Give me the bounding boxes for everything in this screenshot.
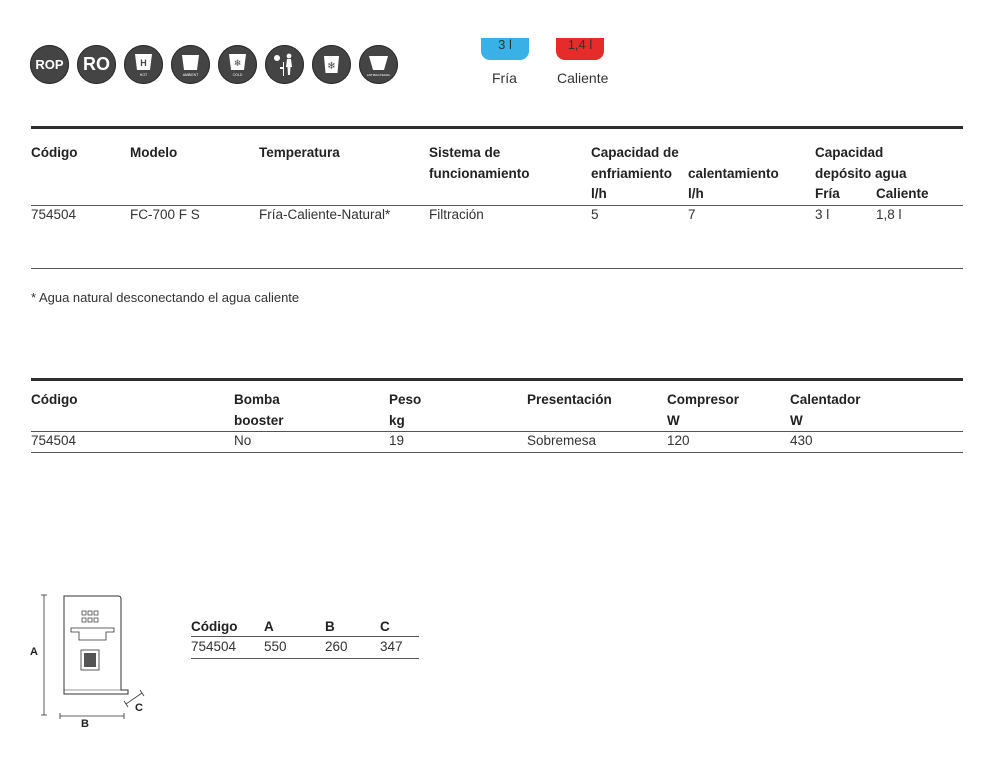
hot-water-icon bbox=[124, 45, 163, 84]
hot-tank-label: Caliente bbox=[557, 70, 609, 86]
t1-cell-temperatura: Fría-Caliente-Natural* bbox=[259, 207, 391, 222]
t1-cell-fria: 3 l bbox=[815, 207, 830, 222]
cold-water-icon bbox=[218, 45, 257, 84]
svg-text:COLD: COLD bbox=[232, 73, 243, 77]
t1-header-sistema-1: Sistema de bbox=[429, 145, 501, 160]
t1-header-lh-1: l/h bbox=[591, 186, 607, 201]
t2-header-bomba-1: Bomba bbox=[234, 392, 280, 407]
hot-tank-value: 1,4 l bbox=[567, 37, 593, 52]
t1-cell-enfriamiento: 5 bbox=[591, 207, 599, 222]
t1-cell-modelo: FC-700 F S bbox=[130, 207, 200, 222]
antibacterial-icon bbox=[359, 45, 398, 84]
t3-header-c: C bbox=[380, 619, 390, 634]
hot-tank-indicator bbox=[556, 38, 604, 60]
t2-cell-calentador: 430 bbox=[790, 433, 813, 448]
t2-cell-compresor: 120 bbox=[667, 433, 690, 448]
t1-header-lh-2: l/h bbox=[688, 186, 704, 201]
diagram-label-b: B bbox=[81, 718, 89, 730]
feature-icons bbox=[30, 45, 398, 84]
t3-header-a: A bbox=[264, 619, 274, 634]
cold-tank-label: Fría bbox=[492, 70, 517, 86]
t3-cell-a: 550 bbox=[264, 639, 287, 654]
child-lock-icon bbox=[265, 45, 304, 84]
table2-bottom-rule bbox=[31, 452, 963, 453]
t1-header-capacidad-1: Capacidad de bbox=[591, 145, 679, 160]
svg-text:H: H bbox=[140, 58, 147, 68]
t1-header-enfriamiento: enfriamiento bbox=[591, 166, 673, 181]
svg-text:ANTIBACTERIAL: ANTIBACTERIAL bbox=[366, 73, 391, 77]
t2-header-compresor-2: W bbox=[667, 413, 680, 428]
t1-header-deposito-2: depósito agua bbox=[815, 166, 907, 181]
t1-header-caliente: Caliente bbox=[876, 186, 929, 201]
cold-tank-value: 3 l bbox=[498, 37, 512, 52]
t3-header-b: B bbox=[325, 619, 335, 634]
t2-header-calentador-1: Calentador bbox=[790, 392, 861, 407]
svg-text:❄: ❄ bbox=[233, 59, 242, 69]
ro-badge: RO bbox=[77, 45, 116, 84]
t2-header-codigo: Código bbox=[31, 392, 78, 407]
diagram-label-c: C bbox=[135, 702, 143, 714]
table2-header-rule bbox=[31, 431, 963, 432]
t3-header-codigo: Código bbox=[191, 619, 238, 634]
t3-cell-b: 260 bbox=[325, 639, 348, 654]
t1-cell-caliente: 1,8 l bbox=[876, 207, 902, 222]
t1-header-temperatura: Temperatura bbox=[259, 145, 340, 160]
t1-header-calentamiento: calentamiento bbox=[688, 166, 779, 181]
t2-header-peso-2: kg bbox=[389, 413, 405, 428]
t2-header-bomba-2: booster bbox=[234, 413, 284, 428]
table3-header-rule bbox=[191, 636, 419, 637]
ice-icon bbox=[312, 45, 351, 84]
t1-header-sistema-2: funcionamiento bbox=[429, 166, 530, 181]
cold-tank-indicator bbox=[481, 38, 529, 60]
svg-text:HOT: HOT bbox=[139, 73, 148, 77]
t1-cell-codigo: 754504 bbox=[31, 207, 77, 222]
t2-header-presentacion: Presentación bbox=[527, 392, 612, 407]
table3-bottom-rule bbox=[191, 658, 419, 659]
t3-cell-codigo: 754504 bbox=[191, 639, 237, 654]
svg-text:❄: ❄ bbox=[327, 61, 336, 72]
t2-cell-presentacion: Sobremesa bbox=[527, 433, 597, 448]
t2-header-calentador-2: W bbox=[790, 413, 803, 428]
t2-cell-peso: 19 bbox=[389, 433, 405, 448]
rop-badge: ROP bbox=[30, 45, 69, 84]
t1-cell-sistema: Filtración bbox=[429, 207, 484, 222]
footnote: * Agua natural desconectando el agua caliente bbox=[31, 290, 300, 305]
t1-header-codigo: Código bbox=[31, 145, 78, 160]
t1-header-deposito-1: Capacidad bbox=[815, 145, 884, 160]
t2-cell-codigo: 754504 bbox=[31, 433, 77, 448]
ambient-water-icon bbox=[171, 45, 210, 84]
table2-top-rule bbox=[31, 378, 963, 381]
t1-header-modelo: Modelo bbox=[130, 145, 178, 160]
t2-cell-bomba: No bbox=[234, 433, 252, 448]
t2-header-compresor-1: Compresor bbox=[667, 392, 740, 407]
table1-bottom-rule bbox=[31, 268, 963, 269]
t3-cell-c: 347 bbox=[380, 639, 403, 654]
t1-header-fria: Fría bbox=[815, 186, 840, 201]
svg-text:AMBIENT: AMBIENT bbox=[182, 73, 199, 77]
t2-header-peso-1: Peso bbox=[389, 392, 422, 407]
diagram-label-a: A bbox=[30, 646, 38, 658]
table1-top-rule bbox=[31, 126, 963, 129]
t1-cell-calentamiento: 7 bbox=[688, 207, 696, 222]
